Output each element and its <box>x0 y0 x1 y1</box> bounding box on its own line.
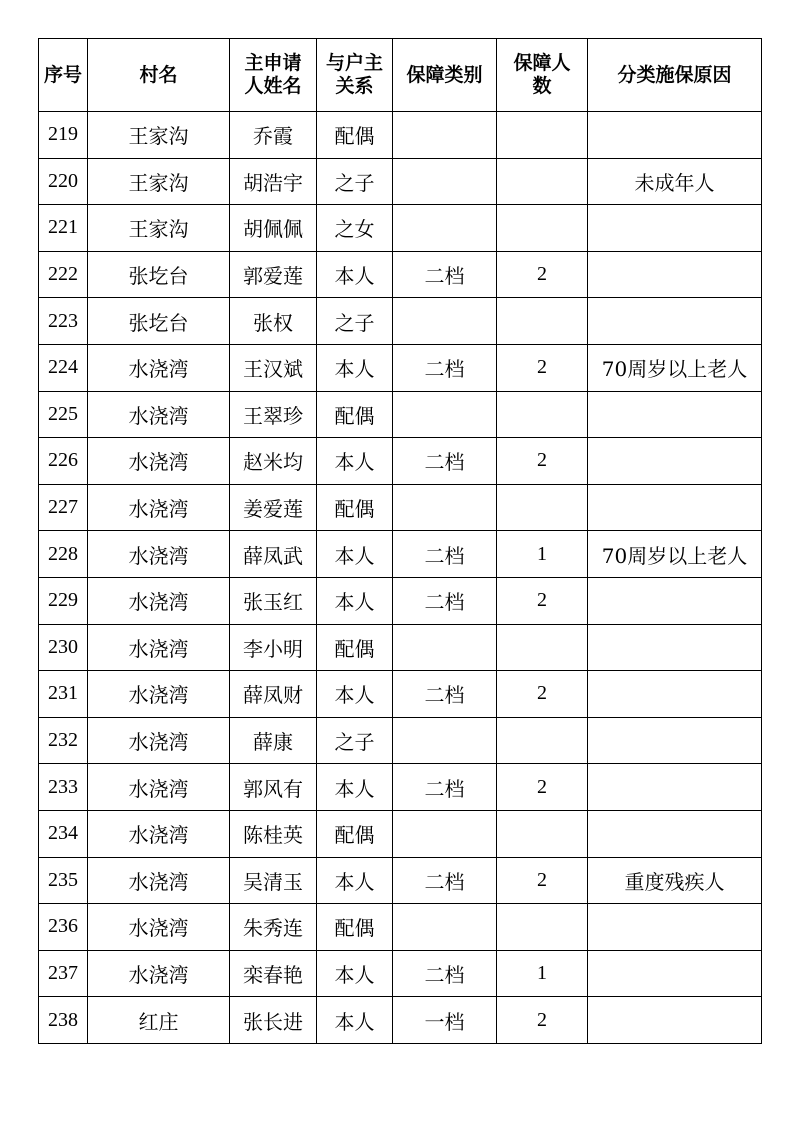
cell-reason <box>588 904 762 951</box>
header-relation: 与户主关系 <box>317 39 393 112</box>
cell-count: 2 <box>497 764 588 811</box>
cell-seq: 233 <box>39 764 88 811</box>
roster-body <box>39 112 762 1044</box>
cell-relation: 本人 <box>317 438 393 485</box>
cell-name: 栾春艳 <box>230 950 317 997</box>
table-row <box>39 438 762 485</box>
cell-count <box>497 624 588 671</box>
cell-type <box>393 158 497 205</box>
header-applicant: 主申请人姓名 <box>230 39 317 112</box>
table-row <box>39 205 762 252</box>
cell-type <box>393 904 497 951</box>
cell-relation: 之女 <box>317 205 393 252</box>
table-row <box>39 904 762 951</box>
cell-village: 张圪台 <box>88 298 230 345</box>
header-reason: 分类施保原因 <box>588 39 762 112</box>
cell-name: 薛凤财 <box>230 671 317 718</box>
table-row <box>39 950 762 997</box>
cell-seq: 225 <box>39 391 88 438</box>
cell-count <box>497 717 588 764</box>
cell-seq: 226 <box>39 438 88 485</box>
cell-name: 姜爱莲 <box>230 484 317 531</box>
cell-type: 二档 <box>393 251 497 298</box>
cell-reason <box>588 810 762 857</box>
header-row <box>39 39 762 112</box>
cell-seq: 236 <box>39 904 88 951</box>
cell-village: 王家沟 <box>88 112 230 159</box>
cell-type <box>393 810 497 857</box>
cell-village: 水浇湾 <box>88 764 230 811</box>
cell-count: 1 <box>497 531 588 578</box>
cell-seq: 220 <box>39 158 88 205</box>
cell-count <box>497 904 588 951</box>
cell-relation: 本人 <box>317 251 393 298</box>
table-row <box>39 810 762 857</box>
cell-reason <box>588 391 762 438</box>
cell-relation: 配偶 <box>317 112 393 159</box>
cell-relation: 配偶 <box>317 810 393 857</box>
cell-type <box>393 624 497 671</box>
cell-count: 2 <box>497 577 588 624</box>
cell-type <box>393 484 497 531</box>
cell-count <box>497 391 588 438</box>
cell-relation: 本人 <box>317 997 393 1044</box>
cell-village: 红庄 <box>88 997 230 1044</box>
cell-type <box>393 717 497 764</box>
cell-seq: 227 <box>39 484 88 531</box>
cell-reason <box>588 624 762 671</box>
cell-type: 二档 <box>393 671 497 718</box>
cell-reason <box>588 205 762 252</box>
header-village: 村名 <box>88 39 230 112</box>
cell-name: 张权 <box>230 298 317 345</box>
cell-village: 水浇湾 <box>88 438 230 485</box>
cell-seq: 224 <box>39 344 88 391</box>
table-row <box>39 344 762 391</box>
cell-type: 一档 <box>393 997 497 1044</box>
header-seq: 序号 <box>39 39 88 112</box>
cell-name: 李小明 <box>230 624 317 671</box>
cell-reason <box>588 298 762 345</box>
cell-count <box>497 112 588 159</box>
cell-count: 2 <box>497 344 588 391</box>
cell-name: 乔霞 <box>230 112 317 159</box>
cell-name: 胡浩宇 <box>230 158 317 205</box>
cell-reason <box>588 764 762 811</box>
cell-village: 王家沟 <box>88 158 230 205</box>
cell-name: 王汉斌 <box>230 344 317 391</box>
cell-seq: 221 <box>39 205 88 252</box>
cell-relation: 本人 <box>317 344 393 391</box>
cell-name: 陈桂英 <box>230 810 317 857</box>
cell-relation: 配偶 <box>317 484 393 531</box>
cell-type: 二档 <box>393 344 497 391</box>
cell-type: 二档 <box>393 857 497 904</box>
cell-village: 水浇湾 <box>88 950 230 997</box>
cell-reason <box>588 484 762 531</box>
cell-reason <box>588 950 762 997</box>
cell-reason: 重度残疾人 <box>588 857 762 904</box>
cell-name: 郭爱莲 <box>230 251 317 298</box>
cell-reason <box>588 251 762 298</box>
table-row <box>39 251 762 298</box>
cell-village: 水浇湾 <box>88 671 230 718</box>
cell-type: 二档 <box>393 764 497 811</box>
cell-count <box>497 810 588 857</box>
cell-village: 水浇湾 <box>88 624 230 671</box>
cell-relation: 本人 <box>317 950 393 997</box>
cell-name: 赵米均 <box>230 438 317 485</box>
table-row <box>39 298 762 345</box>
table-row <box>39 764 762 811</box>
cell-seq: 231 <box>39 671 88 718</box>
cell-reason: 未成年人 <box>588 158 762 205</box>
cell-relation: 之子 <box>317 717 393 764</box>
cell-village: 水浇湾 <box>88 391 230 438</box>
cell-relation: 本人 <box>317 577 393 624</box>
cell-count: 1 <box>497 950 588 997</box>
cell-count: 2 <box>497 671 588 718</box>
cell-type <box>393 205 497 252</box>
cell-village: 水浇湾 <box>88 857 230 904</box>
cell-relation: 本人 <box>317 671 393 718</box>
cell-type <box>393 298 497 345</box>
cell-reason <box>588 671 762 718</box>
cell-village: 水浇湾 <box>88 484 230 531</box>
cell-reason <box>588 112 762 159</box>
cell-name: 郭风有 <box>230 764 317 811</box>
table-row <box>39 112 762 159</box>
cell-count <box>497 205 588 252</box>
cell-name: 王翠珍 <box>230 391 317 438</box>
cell-seq: 230 <box>39 624 88 671</box>
cell-village: 水浇湾 <box>88 904 230 951</box>
cell-seq: 237 <box>39 950 88 997</box>
cell-type: 二档 <box>393 950 497 997</box>
cell-seq: 234 <box>39 810 88 857</box>
cell-type: 二档 <box>393 577 497 624</box>
cell-type <box>393 391 497 438</box>
cell-village: 水浇湾 <box>88 344 230 391</box>
table-row <box>39 997 762 1044</box>
cell-seq: 223 <box>39 298 88 345</box>
cell-village: 水浇湾 <box>88 577 230 624</box>
cell-reason: 70周岁以上老人 <box>588 344 762 391</box>
cell-name: 薛康 <box>230 717 317 764</box>
cell-village: 水浇湾 <box>88 717 230 764</box>
cell-count: 2 <box>497 857 588 904</box>
cell-count <box>497 484 588 531</box>
table-row <box>39 624 762 671</box>
cell-name: 张玉红 <box>230 577 317 624</box>
table-row <box>39 391 762 438</box>
cell-reason: 70周岁以上老人 <box>588 531 762 578</box>
cell-name: 吴清玉 <box>230 857 317 904</box>
table-row <box>39 717 762 764</box>
table-row <box>39 531 762 578</box>
table-row <box>39 671 762 718</box>
cell-seq: 238 <box>39 997 88 1044</box>
cell-seq: 219 <box>39 112 88 159</box>
cell-seq: 232 <box>39 717 88 764</box>
cell-reason <box>588 577 762 624</box>
cell-seq: 222 <box>39 251 88 298</box>
cell-type: 二档 <box>393 438 497 485</box>
cell-relation: 本人 <box>317 531 393 578</box>
cell-relation: 之子 <box>317 158 393 205</box>
cell-count <box>497 298 588 345</box>
header-type: 保障类别 <box>393 39 497 112</box>
cell-seq: 228 <box>39 531 88 578</box>
cell-relation: 本人 <box>317 857 393 904</box>
cell-village: 王家沟 <box>88 205 230 252</box>
cell-seq: 235 <box>39 857 88 904</box>
cell-reason <box>588 997 762 1044</box>
cell-name: 薛凤武 <box>230 531 317 578</box>
cell-count <box>497 158 588 205</box>
cell-relation: 配偶 <box>317 904 393 951</box>
table-row <box>39 158 762 205</box>
table-row <box>39 857 762 904</box>
header-count: 保障人数 <box>497 39 588 112</box>
cell-type <box>393 112 497 159</box>
cell-count: 2 <box>497 251 588 298</box>
assistance-roster-table <box>38 38 762 1044</box>
cell-count: 2 <box>497 438 588 485</box>
table-row <box>39 577 762 624</box>
cell-village: 张圪台 <box>88 251 230 298</box>
cell-type: 二档 <box>393 531 497 578</box>
cell-name: 朱秀连 <box>230 904 317 951</box>
cell-relation: 之子 <box>317 298 393 345</box>
cell-relation: 本人 <box>317 764 393 811</box>
cell-relation: 配偶 <box>317 391 393 438</box>
table-row <box>39 484 762 531</box>
cell-village: 水浇湾 <box>88 531 230 578</box>
cell-reason <box>588 717 762 764</box>
cell-village: 水浇湾 <box>88 810 230 857</box>
cell-name: 胡佩佩 <box>230 205 317 252</box>
cell-reason <box>588 438 762 485</box>
cell-name: 张长进 <box>230 997 317 1044</box>
cell-seq: 229 <box>39 577 88 624</box>
cell-count: 2 <box>497 997 588 1044</box>
cell-relation: 配偶 <box>317 624 393 671</box>
